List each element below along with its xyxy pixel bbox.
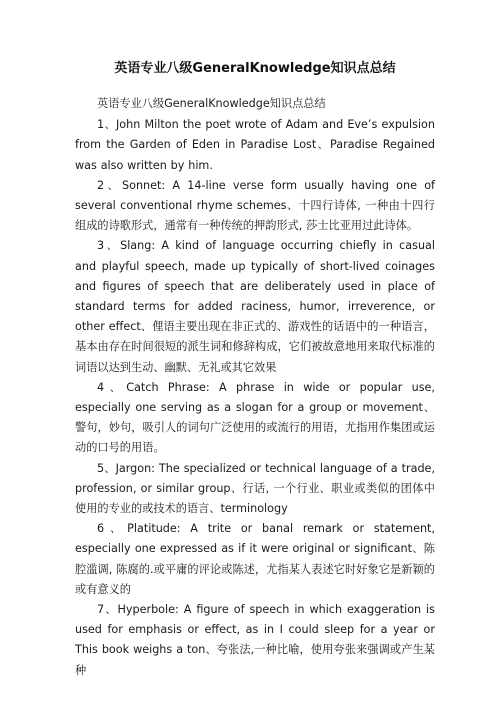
document-subtitle: 英语专业八级GeneralKnowledge知识点总结 [97, 97, 326, 110]
paragraph-1: 1、John Milton the poet wrote of Adam and Eve’s expulsion from the Garden of Eden in Paradise Lost、Paradise Regained was also written by him. [75, 118, 435, 172]
paragraph-3: 3、Slang: A kind of language occurring chiefly in casual and playful speech, made up typically of short-lived coinages and figures of speech that are deliberately used in place of standard terms for added raciness, humor, irreverence, or other effect、俚语主要出现在非正式的、游戏性的话语中的一种语言，基本由存在时间很短的派生词和修辞构成，它们被故意地用来取代标准的词语以达到生动、幽默、无礼或其它效果 [75, 239, 435, 374]
paragraph-6: 6、Platitude: A trite or banal remark or statement, especially one expressed as if it were original or significant、陈腔滥调, 陈腐的.或平庸的评论或陈述，尤指某人表述它时好象它是新颖的或有意义的 [75, 522, 435, 596]
document-title: 英语专业八级GeneralKnowledge知识点总结 [114, 61, 396, 76]
paragraph-5: 5、Jargon: The specialized or technical language of a trade, profession, or similar group、行话, 一个行业、职业或类似的团体中使用的专业的或技术的语言、terminology [75, 461, 435, 516]
paragraph-7: 7、Hyperbole: A figure of speech in which exaggeration is used for emphasis or effect, as in I could sleep for a year or This book weighs a ton、夸张法,一种比喻，使用夸张来强调或产生某种 [75, 603, 435, 677]
paragraph-2: 2、Sonnet: A 14-line verse form usually having one of several conventional rhyme schemes、十四行诗体, 一种由十四行组成的诗歌形式，通常有一种传统的押韵形式, 莎士比亚用过此诗体。 [75, 178, 435, 233]
paragraph-4: 4、Catch Phrase: A phrase in wide or popular use, especially one serving as a slogan for a group or movement、警句，妙句，吸引人的词句广泛使用的或流行的用语，尤指用作集团或运动的口号的用语。 [75, 380, 435, 455]
